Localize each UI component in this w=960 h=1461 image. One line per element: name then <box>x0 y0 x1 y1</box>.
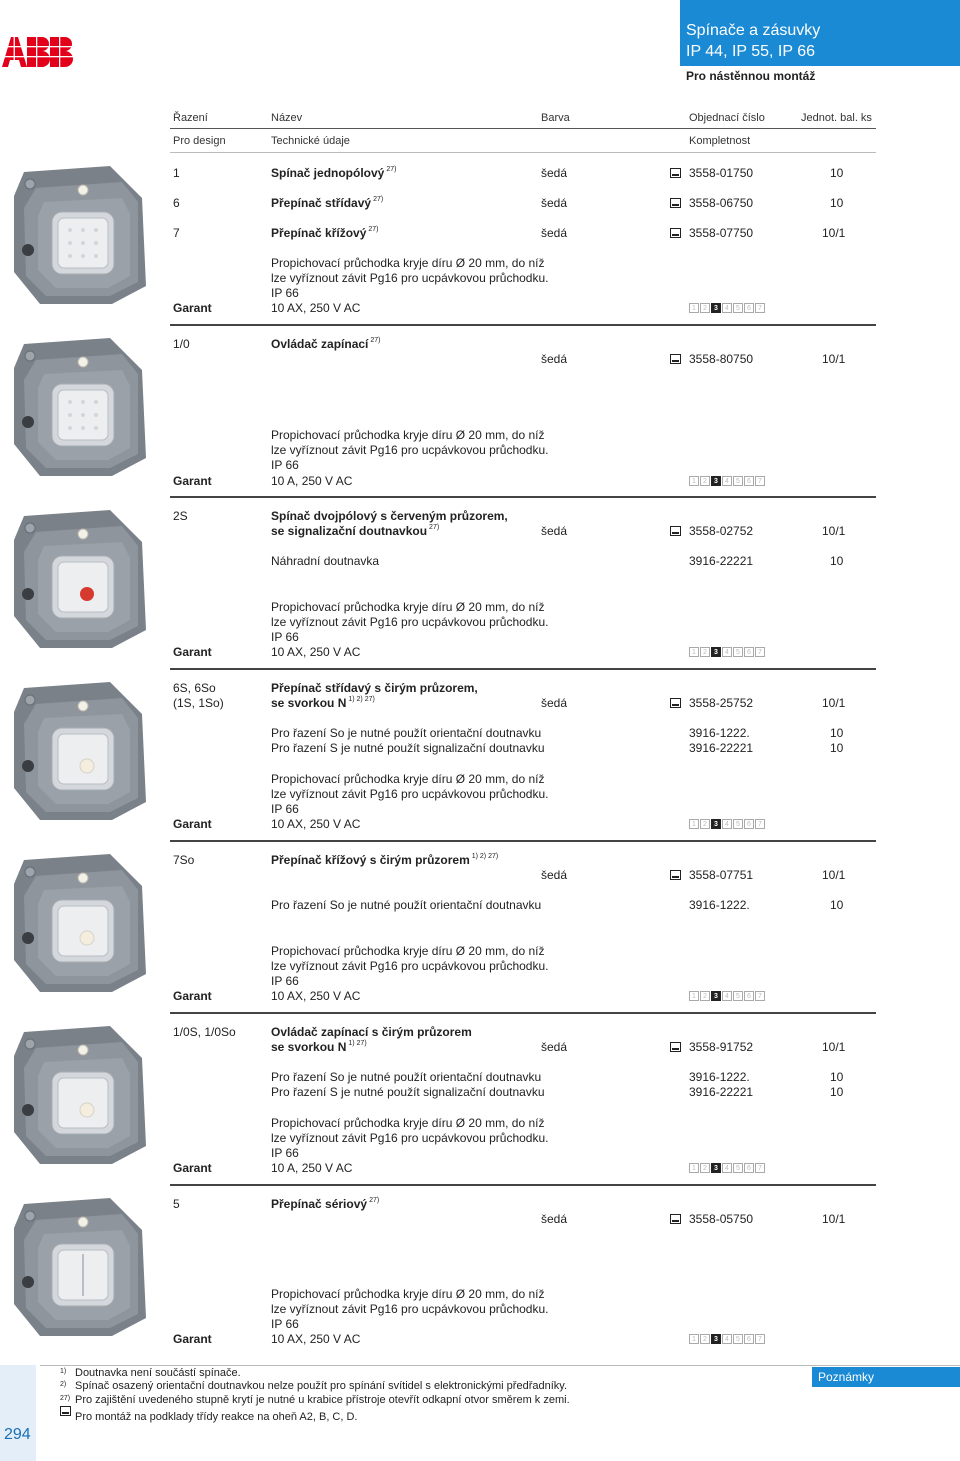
garant-label: Garant <box>173 989 212 1003</box>
completeness-scale <box>689 476 766 486</box>
tech-desc-1: Propichovací průchodka kryje díru Ø 20 mm, do níž <box>271 600 545 614</box>
scale-cell: 5 <box>733 1163 743 1173</box>
scale-cell: 7 <box>755 819 765 829</box>
col-barva: Barva <box>541 112 570 124</box>
ip-rating: IP 66 <box>271 1146 299 1160</box>
pack-qty: 10/1 <box>822 1212 846 1226</box>
footnote-mark: 2) <box>60 1381 67 1388</box>
garant-label: Garant <box>173 817 212 831</box>
razeni: 1/0S, 1/0So <box>173 1025 236 1039</box>
product-section <box>0 846 960 1018</box>
catalog-title: Spínače a zásuvky <box>686 22 821 39</box>
accessory-order-number: 3916-22221 <box>689 554 754 568</box>
completeness-scale <box>689 819 766 829</box>
page-number-box <box>0 1365 36 1461</box>
scale-cell-active: 3 <box>711 476 721 486</box>
gray-switch-clear-lens-icon <box>10 674 158 824</box>
accessory-text: Pro řazení So je nutné použít orientační doutnavku <box>271 1070 542 1084</box>
section-divider <box>170 668 876 670</box>
tech-desc-2: lze vyříznout závit Pg16 pro ucpávkovou průchodku. <box>271 959 549 973</box>
pack-qty: 10/1 <box>822 868 846 882</box>
ip-rating: IP 66 <box>271 630 299 644</box>
section-divider <box>170 1012 876 1014</box>
scale-cell: 7 <box>755 1163 765 1173</box>
product-name-text: Přepínač křížový <box>271 226 367 240</box>
footnote-ref: 27) <box>370 337 381 344</box>
product-section <box>0 502 960 674</box>
footnote-text: Doutnavka není součástí spínače. <box>75 1367 241 1379</box>
footer-divider <box>40 1365 960 1366</box>
footnote <box>60 1394 570 1406</box>
scale-cell: 1 <box>689 1163 699 1173</box>
scale-cell: 7 <box>755 303 765 313</box>
section-divider <box>170 840 876 842</box>
scale-cell: 1 <box>689 476 699 486</box>
accessory-text: Náhradní doutnavka <box>271 554 380 568</box>
product-name-text: Přepínač střídavý <box>271 196 372 210</box>
accessory-order-number: 3916-22221 <box>689 741 754 755</box>
section-divider <box>170 1184 876 1186</box>
box-icon <box>670 698 681 708</box>
pack-qty: 10/1 <box>822 524 846 538</box>
product-name <box>271 524 439 538</box>
razeni: 7 <box>173 226 180 240</box>
col-razeni: Řazení <box>173 112 208 124</box>
tech-desc-1: Propichovací průchodka kryje díru Ø 20 mm, do níž <box>271 944 545 958</box>
razeni: 2S <box>173 509 188 523</box>
product-name-text: se svorkou N <box>271 696 347 710</box>
razeni: 7So <box>173 853 195 867</box>
footnote-mark-box <box>60 1407 75 1417</box>
box-icon <box>670 870 681 880</box>
electrical-rating: 10 AX, 250 V AC <box>271 1332 361 1346</box>
box-icon <box>670 354 681 364</box>
gray-switch-clear-lens-icon <box>10 1018 158 1168</box>
product-name: Spínač dvojpólový s červeným průzorem, <box>271 509 508 523</box>
scale-cell-active: 3 <box>711 647 721 657</box>
box-icon <box>60 1406 71 1416</box>
tech-desc-1: Propichovací průchodka kryje díru Ø 20 mm, do níž <box>271 428 545 442</box>
color: šedá <box>541 696 568 710</box>
box-icon <box>670 228 681 238</box>
catalog-title-box <box>680 0 960 66</box>
scale-cell: 4 <box>722 819 732 829</box>
accessory-pack-qty: 10 <box>830 726 844 740</box>
scale-cell: 1 <box>689 303 699 313</box>
completeness-scale <box>689 647 766 657</box>
accessory-text: Pro řazení S je nutné použít signalizační doutnavku <box>271 1085 545 1099</box>
product-section <box>0 158 960 330</box>
scale-cell: 2 <box>700 303 710 313</box>
razeni: 6S, 6So <box>173 681 216 695</box>
scale-cell: 6 <box>744 1334 754 1344</box>
scale-cell: 4 <box>722 1163 732 1173</box>
scale-cell: 6 <box>744 819 754 829</box>
color: šedá <box>541 524 568 538</box>
accessory-pack-qty: 10 <box>830 1070 844 1084</box>
pack-qty: 10/1 <box>822 1040 846 1054</box>
razeni: 5 <box>173 1197 180 1211</box>
product-name <box>271 337 381 351</box>
section-divider <box>170 324 876 326</box>
razeni: 6 <box>173 196 180 210</box>
accessory-pack-qty: 10 <box>830 898 844 912</box>
accessory-order-number: 3916-1222. <box>689 726 750 740</box>
pack-qty: 10 <box>830 196 844 210</box>
completeness-scale <box>689 991 766 1001</box>
col-kompletnost: Kompletnost <box>689 135 751 147</box>
footnote <box>60 1407 358 1423</box>
accessory-order-number: 3916-1222. <box>689 898 750 912</box>
tech-desc-1: Propichovací průchodka kryje díru Ø 20 mm, do níž <box>271 256 545 270</box>
notes-box <box>812 1367 960 1387</box>
color: šedá <box>541 868 568 882</box>
product-section <box>0 1190 960 1362</box>
product-name <box>271 853 498 867</box>
accessory-pack-qty: 10 <box>830 554 844 568</box>
order-number: 3558-05750 <box>689 1212 754 1226</box>
scale-cell: 5 <box>733 1334 743 1344</box>
product-name: Přepínač střídavý s čirým průzorem, <box>271 681 478 695</box>
tech-desc-1: Propichovací průchodka kryje díru Ø 20 mm, do níž <box>271 1116 545 1130</box>
scale-cell: 2 <box>700 991 710 1001</box>
tech-desc-2: lze vyříznout závit Pg16 pro ucpávkovou průchodku. <box>271 787 549 801</box>
footnote-text: Spínač osazený orientační doutnavkou nelze použít pro spínání svítidel s elektronickými předřadníky. <box>75 1380 568 1392</box>
scale-cell: 4 <box>722 476 732 486</box>
product-name <box>271 1040 367 1054</box>
footnote-text: Pro montáž na podklady třídy reakce na oheň A2, B, C, D. <box>75 1411 358 1423</box>
scale-cell: 5 <box>733 819 743 829</box>
tech-desc-1: Propichovací průchodka kryje díru Ø 20 mm, do níž <box>271 772 545 786</box>
product-name: Ovládač zapínací s čirým průzorem <box>271 1025 472 1039</box>
header-divider <box>170 152 876 153</box>
scale-cell: 5 <box>733 303 743 313</box>
footnote-mark: 27) <box>60 1395 71 1402</box>
box-icon <box>670 198 681 208</box>
order-number: 3558-01750 <box>689 166 754 180</box>
garant-label: Garant <box>173 1161 212 1175</box>
garant-label: Garant <box>173 1332 212 1346</box>
scale-cell: 1 <box>689 1334 699 1344</box>
product-name <box>271 696 375 710</box>
tech-desc-1: Propichovací průchodka kryje díru Ø 20 mm, do níž <box>271 1287 545 1301</box>
razeni: 1/0 <box>173 337 190 351</box>
order-number: 3558-02752 <box>689 524 754 538</box>
tech-desc-2: lze vyříznout závit Pg16 pro ucpávkovou průchodku. <box>271 1131 549 1145</box>
accessory-text: Pro řazení So je nutné použít orientační doutnavku <box>271 898 542 912</box>
product-name-text: Přepínač křížový s čirým průzorem <box>271 853 470 867</box>
box-icon <box>670 168 681 178</box>
scale-cell: 7 <box>755 1334 765 1344</box>
order-number: 3558-25752 <box>689 696 754 710</box>
product-name <box>271 166 396 180</box>
completeness-scale <box>689 303 766 313</box>
col-objednaci-cislo: Objednací číslo <box>689 112 765 124</box>
scale-cell: 1 <box>689 991 699 1001</box>
ip-rating: IP 66 <box>271 802 299 816</box>
razeni-alt: (1S, 1So) <box>173 696 224 710</box>
product-name <box>271 196 383 210</box>
box-icon <box>670 1214 681 1224</box>
scale-cell-active: 3 <box>711 991 721 1001</box>
footnote-ref: 27) <box>373 196 384 203</box>
order-number: 3558-06750 <box>689 196 754 210</box>
accessory-text: Pro řazení So je nutné použít orientační doutnavku <box>271 726 542 740</box>
completeness-scale <box>689 1334 766 1344</box>
tech-desc-2: lze vyříznout závit Pg16 pro ucpávkovou průchodku. <box>271 1302 549 1316</box>
header-divider <box>170 128 876 129</box>
scale-cell: 5 <box>733 476 743 486</box>
scale-cell: 2 <box>700 1163 710 1173</box>
accessory-order-number: 3916-1222. <box>689 1070 750 1084</box>
ip-rating: IP 66 <box>271 286 299 300</box>
product-name <box>271 226 379 240</box>
scale-cell: 4 <box>722 991 732 1001</box>
product-name-text: se svorkou N <box>271 1040 347 1054</box>
product-name-text: Přepínač sériový <box>271 1197 368 1211</box>
footnote <box>60 1380 567 1392</box>
product-section <box>0 1018 960 1190</box>
scale-cell: 5 <box>733 647 743 657</box>
scale-cell-active: 3 <box>711 1334 721 1344</box>
color: šedá <box>541 166 568 180</box>
ip-rating: IP 66 <box>271 974 299 988</box>
garant-label: Garant <box>173 474 212 488</box>
color: šedá <box>541 352 568 366</box>
pack-qty: 10/1 <box>822 352 846 366</box>
scale-cell: 5 <box>733 991 743 1001</box>
footnote <box>60 1367 241 1379</box>
product-section <box>0 674 960 846</box>
scale-cell: 7 <box>755 991 765 1001</box>
color: šedá <box>541 226 568 240</box>
electrical-rating: 10 A, 250 V AC <box>271 1161 353 1175</box>
footnote-ref: 1) 2) 27) <box>348 696 375 703</box>
box-icon <box>670 1042 681 1052</box>
completeness-scale <box>689 1163 766 1173</box>
electrical-rating: 10 AX, 250 V AC <box>271 301 361 315</box>
col-pro-design: Pro design <box>173 135 226 147</box>
garant-label: Garant <box>173 645 212 659</box>
color: šedá <box>541 196 568 210</box>
footnote-mark: 1) <box>60 1368 67 1375</box>
pack-qty: 10/1 <box>822 226 846 240</box>
pack-qty: 10/1 <box>822 696 846 710</box>
tech-desc-2: lze vyříznout závit Pg16 pro ucpávkovou průchodku. <box>271 443 549 457</box>
product-name-text: Ovládač zapínací <box>271 337 369 351</box>
scale-cell: 6 <box>744 1163 754 1173</box>
product-name <box>271 1197 379 1211</box>
accessory-text: Pro řazení S je nutné použít signalizační doutnavku <box>271 741 545 755</box>
accessory-pack-qty: 10 <box>830 1085 844 1099</box>
scale-cell-active: 3 <box>711 1163 721 1173</box>
box-icon <box>670 526 681 536</box>
scale-cell: 1 <box>689 647 699 657</box>
order-number: 3558-91752 <box>689 1040 754 1054</box>
gray-switch-red-lens-icon <box>10 502 158 652</box>
electrical-rating: 10 A, 250 V AC <box>271 474 353 488</box>
scale-cell: 6 <box>744 476 754 486</box>
footnote-ref: 27) <box>429 524 440 531</box>
scale-cell: 7 <box>755 647 765 657</box>
footnote-ref: 1) 27) <box>348 1040 367 1047</box>
notes-label: Poznámky <box>818 1370 875 1384</box>
catalog-subtitle: Pro nástěnnou montáž <box>686 69 816 83</box>
page-number: 294 <box>4 1426 31 1443</box>
footnote-ref: 1) 2) 27) <box>471 853 499 860</box>
scale-cell: 4 <box>722 1334 732 1344</box>
electrical-rating: 10 AX, 250 V AC <box>271 645 361 659</box>
scale-cell: 2 <box>700 819 710 829</box>
gray-switch-clear-lens-icon <box>10 846 158 996</box>
color: šedá <box>541 1040 568 1054</box>
scale-cell: 7 <box>755 476 765 486</box>
scale-cell: 6 <box>744 303 754 313</box>
tech-desc-2: lze vyříznout závit Pg16 pro ucpávkovou průchodku. <box>271 271 549 285</box>
footnote-ref: 27) <box>368 226 379 233</box>
order-number: 3558-80750 <box>689 352 754 366</box>
col-nazev: Název <box>271 112 303 124</box>
gray-switch-icon <box>10 330 158 480</box>
scale-cell: 2 <box>700 1334 710 1344</box>
col-jednot-bal: Jednot. bal. ks <box>801 112 872 124</box>
catalog-ip-ratings: IP 44, IP 55, IP 66 <box>686 43 815 60</box>
gray-switch-icon <box>10 158 158 308</box>
order-number: 3558-07751 <box>689 868 754 882</box>
scale-cell: 4 <box>722 303 732 313</box>
scale-cell: 2 <box>700 476 710 486</box>
accessory-pack-qty: 10 <box>830 741 844 755</box>
product-name-text: Spínač jednopólový <box>271 166 385 180</box>
scale-cell-active: 3 <box>711 303 721 313</box>
pack-qty: 10 <box>830 166 844 180</box>
product-section <box>0 330 960 502</box>
ip-rating: IP 66 <box>271 1317 299 1331</box>
scale-cell: 4 <box>722 647 732 657</box>
scale-cell: 1 <box>689 819 699 829</box>
footnote-ref: 27) <box>386 166 397 173</box>
scale-cell: 6 <box>744 991 754 1001</box>
garant-label: Garant <box>173 301 212 315</box>
color: šedá <box>541 1212 568 1226</box>
abb-logo <box>2 37 74 67</box>
product-name-text: se signalizační doutnavkou <box>271 524 428 538</box>
scale-cell: 2 <box>700 647 710 657</box>
ip-rating: IP 66 <box>271 458 299 472</box>
footnote-text: Pro zajištění uvedeného stupně krytí je nutné u krabice přístroje otevřít odkapní otvor směrem k zemi. <box>75 1394 570 1406</box>
footnote-ref: 27) <box>369 1197 380 1204</box>
scale-cell-active: 3 <box>711 819 721 829</box>
order-number: 3558-07750 <box>689 226 754 240</box>
tech-desc-2: lze vyříznout závit Pg16 pro ucpávkovou průchodku. <box>271 615 549 629</box>
electrical-rating: 10 AX, 250 V AC <box>271 989 361 1003</box>
accessory-order-number: 3916-22221 <box>689 1085 754 1099</box>
section-divider <box>170 496 876 498</box>
gray-double-rocker-switch-icon <box>10 1190 158 1340</box>
razeni: 1 <box>173 166 180 180</box>
col-technicke-udaje: Technické údaje <box>271 135 350 147</box>
scale-cell: 6 <box>744 647 754 657</box>
electrical-rating: 10 AX, 250 V AC <box>271 817 361 831</box>
